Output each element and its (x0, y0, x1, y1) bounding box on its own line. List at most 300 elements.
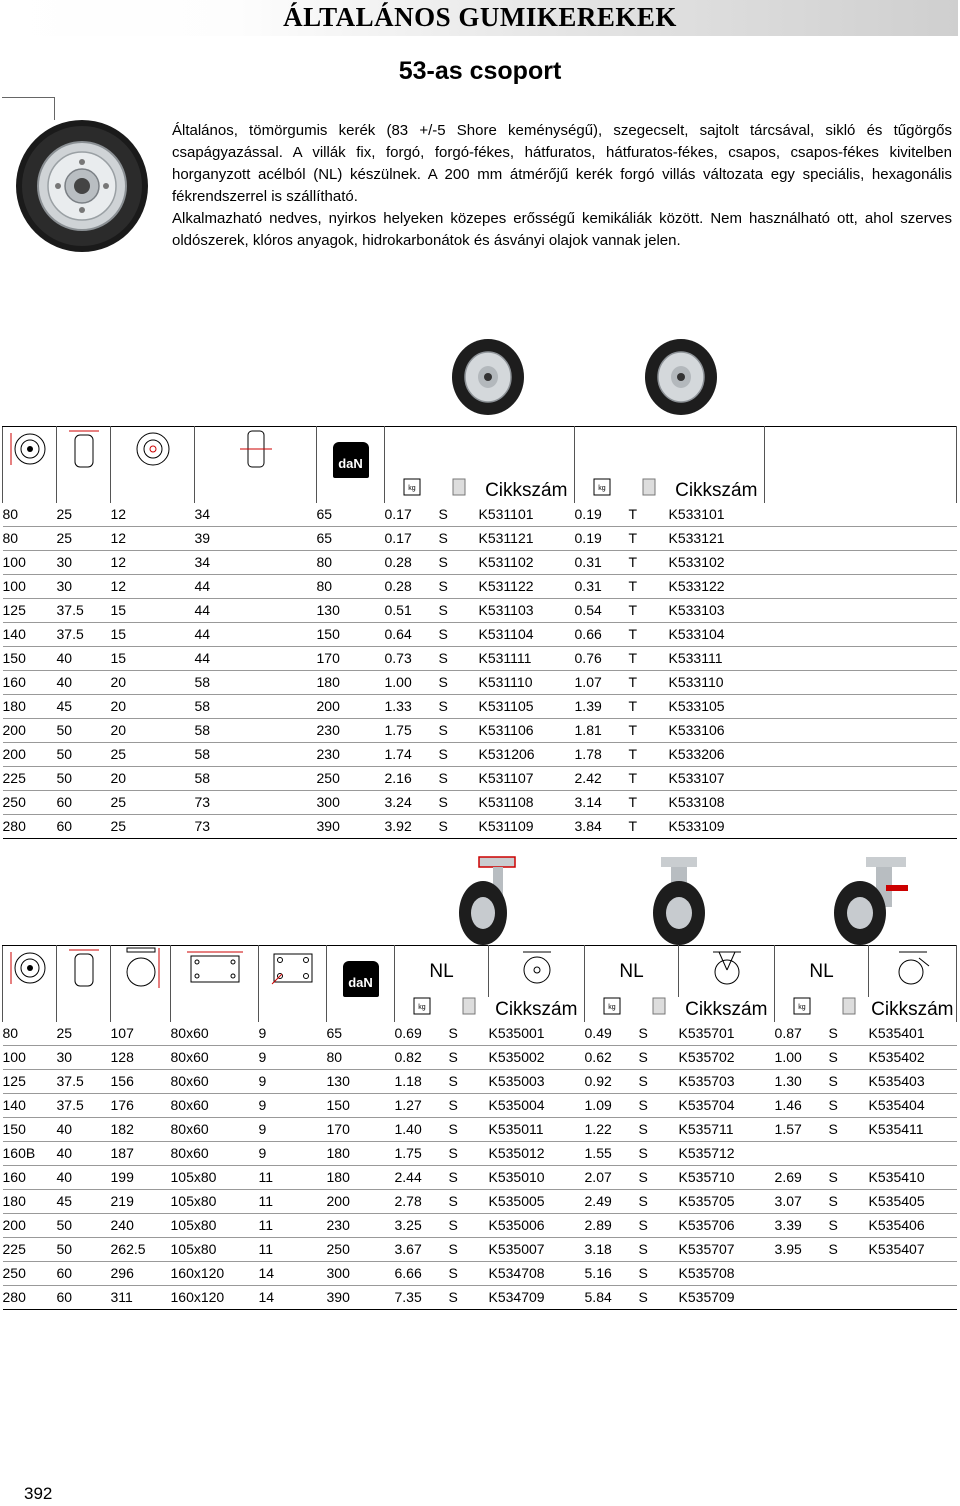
table-cell: 1.74 (384, 746, 412, 762)
table-cell: 107 (110, 1025, 134, 1041)
table-row (3, 1262, 957, 1286)
table-cell: 65 (326, 1025, 343, 1041)
table-row (3, 767, 957, 791)
table-cell: 1.46 (774, 1097, 802, 1113)
table-cell: 39 (194, 530, 211, 546)
table-row (3, 1022, 957, 1046)
table-cell: K533108 (668, 794, 725, 810)
table-cell: S (438, 530, 448, 546)
table-cell: 80 (2, 1025, 19, 1041)
table-cell: 2.69 (774, 1169, 802, 1185)
table-cell: 11 (258, 1193, 274, 1209)
group-title: 53-as csoport (398, 57, 562, 85)
table-cell: 150 (326, 1097, 350, 1113)
table-cell: 25 (56, 530, 73, 546)
table-cell: K534708 (488, 1265, 545, 1281)
svg-text:kg: kg (408, 485, 416, 492)
load-weight-icon (317, 427, 385, 479)
table-cell: 44 (194, 650, 211, 666)
table-cell: 3.95 (774, 1241, 802, 1257)
table-cell: 44 (194, 626, 211, 642)
table-cell: S (828, 1193, 838, 1209)
table-cell: T (628, 818, 638, 834)
table-cell: S (448, 1097, 458, 1113)
table-cell: 225 (2, 1241, 26, 1257)
table-cell: K531111 (478, 650, 532, 666)
table-cell: 15 (110, 602, 127, 618)
table-cell: S (438, 674, 448, 690)
table-cell: 50 (56, 1217, 73, 1233)
table-cell: S (438, 626, 448, 642)
table-cell: K535710 (678, 1169, 735, 1185)
caster-fixed-image (455, 855, 527, 947)
table-cell: K531102 (478, 554, 534, 570)
table-cell: 1.75 (394, 1145, 422, 1161)
table-cell: 105x80 (170, 1217, 217, 1233)
table-cell: 100 (2, 554, 26, 570)
table-cell: S (448, 1169, 458, 1185)
nl-label-swivel: NL (585, 946, 679, 998)
table-cell: 80x60 (170, 1025, 209, 1041)
table-cell: 20 (110, 674, 127, 690)
table-cell: 0.66 (574, 626, 602, 642)
page-title: ÁLTALÁNOS GUMIKEREKEK (283, 2, 677, 32)
table-row (3, 719, 957, 743)
caster-brake-image (830, 855, 914, 947)
table-cell: 180 (326, 1145, 350, 1161)
table-cell: K533101 (668, 506, 725, 522)
tread-icon (639, 997, 679, 1022)
table-cell: 1.40 (394, 1121, 422, 1137)
table-cell: K535411 (868, 1121, 924, 1137)
table-cell: 15 (110, 650, 127, 666)
table-cell (869, 1142, 957, 1166)
table-cell: 1.27 (394, 1097, 422, 1113)
table-cell: 34 (194, 506, 211, 522)
table-cell: 80 (2, 506, 19, 522)
load-unit-label: daN (333, 442, 369, 478)
table-cell: K535708 (678, 1265, 735, 1281)
table-cell: T (628, 554, 638, 570)
table-cell: 12 (110, 578, 127, 594)
table-row (3, 1094, 957, 1118)
table-cell: 0.87 (774, 1025, 802, 1041)
table-cell: S (438, 746, 448, 762)
diameter-icon (3, 427, 57, 479)
table-cell: 60 (56, 818, 73, 834)
table-cell: 176 (110, 1097, 134, 1113)
svg-text:kg: kg (608, 1004, 616, 1011)
table-cell: 160x120 (170, 1289, 225, 1305)
table-cell: 5.16 (584, 1265, 612, 1281)
table-row (3, 1118, 957, 1142)
table-cell: K533106 (668, 722, 725, 738)
table-cell: 187 (110, 1145, 134, 1161)
table-cell: 240 (110, 1217, 134, 1233)
table-cell: 150 (2, 650, 26, 666)
table-cell: K535011 (488, 1121, 544, 1137)
table-cell: K535405 (868, 1193, 925, 1209)
table-row (3, 695, 957, 719)
tread-icon (629, 478, 669, 503)
table-cell: 1.22 (584, 1121, 612, 1137)
table-row (3, 1166, 957, 1190)
table-cell: S (638, 1049, 648, 1065)
table-cell: S (828, 1025, 838, 1041)
table-cell: 37.5 (56, 602, 84, 618)
table-cell: 0.19 (574, 530, 602, 546)
table-cell: 182 (110, 1121, 134, 1137)
table-cell: 1.30 (774, 1073, 802, 1089)
table-cell: 1.81 (574, 722, 602, 738)
table-cell: 40 (56, 1121, 73, 1137)
table-cell: 1.07 (574, 674, 602, 690)
table-cell: 100 (2, 578, 26, 594)
table-cell: 1.57 (774, 1121, 802, 1137)
table-row (3, 815, 957, 839)
table-cell: 105x80 (170, 1193, 217, 1209)
table-cell: S (448, 1121, 458, 1137)
table-cell: T (628, 578, 638, 594)
table-cell: 3.39 (774, 1217, 802, 1233)
table-cell: 20 (110, 770, 127, 786)
weight-kg-icon (395, 997, 449, 1022)
table-cell: K533104 (668, 626, 725, 642)
nl-label-fixed: NL (395, 946, 489, 998)
table-cell: 3.07 (774, 1193, 802, 1209)
table-cell: 160 (2, 674, 26, 690)
weight-kg-icon (575, 478, 629, 503)
table-cell: 73 (194, 818, 211, 834)
table-cell: K533110 (668, 674, 724, 690)
table-cell: T (628, 626, 638, 642)
table-cell: 80 (2, 530, 19, 546)
table-cell: S (638, 1145, 648, 1161)
load-unit-label: daN (343, 961, 379, 997)
nl-label-brake: NL (775, 946, 869, 998)
table-cell: K533102 (668, 554, 725, 570)
fixed-caster-icon (489, 946, 585, 998)
table-cell: K533105 (668, 698, 725, 714)
table-cell: K531110 (478, 674, 533, 690)
table-cell: 170 (326, 1121, 350, 1137)
table-cell: S (448, 1025, 458, 1041)
code-header-fixed: Cikkszám (489, 997, 585, 1022)
table-cell (829, 1142, 869, 1166)
table-cell: 180 (2, 698, 26, 714)
table-cell: S (638, 1289, 648, 1305)
table-cell: T (628, 530, 638, 546)
table-cell: 0.17 (384, 530, 412, 546)
wheel-image-s (450, 338, 526, 416)
table-cell: K531101 (478, 506, 534, 522)
table-cell: 50 (56, 746, 73, 762)
table-cell: 0.31 (574, 554, 602, 570)
table-cell: 0.31 (574, 578, 602, 594)
table-cell: S (438, 794, 448, 810)
empty-cell (765, 503, 957, 527)
table-cell: 250 (2, 1265, 26, 1281)
code-header-s: Cikkszám (479, 478, 575, 503)
table-row (3, 1214, 957, 1238)
table-cell: 250 (316, 770, 340, 786)
table-cell: T (628, 674, 638, 690)
empty-cell (765, 695, 957, 719)
table-cell: T (628, 746, 638, 762)
table-cell: 200 (2, 746, 26, 762)
table-cell: 2.89 (584, 1217, 612, 1233)
table-cell: 12 (110, 554, 127, 570)
table-cell: 219 (110, 1193, 134, 1209)
table-cell: 60 (56, 1289, 73, 1305)
caster-table (2, 945, 957, 1310)
empty-cell (765, 599, 957, 623)
table-cell: 250 (326, 1241, 350, 1257)
table-cell: S (638, 1025, 648, 1041)
table-cell: 1.55 (584, 1145, 612, 1161)
table-cell: K535410 (868, 1169, 925, 1185)
table-cell: S (828, 1049, 838, 1065)
table-cell: 105x80 (170, 1241, 217, 1257)
table-cell: S (828, 1169, 838, 1185)
table-cell (829, 1286, 869, 1310)
table-cell: T (628, 602, 638, 618)
table-cell: 20 (110, 722, 127, 738)
table-cell: S (828, 1097, 838, 1113)
table-cell: 0.92 (584, 1073, 612, 1089)
table-cell: 80x60 (170, 1121, 209, 1137)
caster-swivel-image (643, 855, 715, 947)
table-cell: 58 (194, 698, 211, 714)
table-cell: 160B (2, 1145, 36, 1161)
table-cell: 25 (56, 506, 73, 522)
table-cell: T (628, 722, 638, 738)
table-cell: S (438, 602, 448, 618)
table-cell: 250 (2, 794, 26, 810)
empty-cell (765, 527, 957, 551)
table-cell: K535704 (678, 1097, 735, 1113)
table-cell: 199 (110, 1169, 134, 1185)
table-cell: T (628, 770, 638, 786)
weight-kg-icon (385, 478, 439, 503)
empty-cell (765, 815, 957, 839)
table-cell: S (638, 1193, 648, 1209)
table-cell: K533103 (668, 602, 725, 618)
table-cell: 140 (2, 626, 26, 642)
table-cell: 130 (326, 1073, 350, 1089)
table-cell: 390 (316, 818, 340, 834)
table-cell: 37.5 (56, 1073, 84, 1089)
intro-text (172, 120, 952, 252)
table-cell: K533206 (668, 746, 725, 762)
table-cell: 225 (2, 770, 26, 786)
weight-kg-icon (585, 997, 639, 1022)
table-row (3, 647, 957, 671)
code-header-brake: Cikkszám (869, 997, 957, 1022)
table-cell: 180 (316, 674, 340, 690)
table-cell: 2.16 (384, 770, 412, 786)
empty-cell (765, 791, 957, 815)
table-row (3, 671, 957, 695)
table-cell: 9 (258, 1121, 267, 1137)
table-cell: K534709 (488, 1289, 545, 1305)
table-cell: S (438, 698, 448, 714)
table-row (3, 1046, 957, 1070)
table-cell: K531103 (478, 602, 534, 618)
table-cell: K535702 (678, 1049, 735, 1065)
table-cell: 150 (2, 1121, 26, 1137)
table-cell: 60 (56, 794, 73, 810)
table-cell: 1.00 (774, 1049, 802, 1065)
table-cell: K535012 (488, 1145, 545, 1161)
empty-cell (765, 647, 957, 671)
table-cell: 9 (258, 1025, 267, 1041)
table-cell: 12 (110, 506, 127, 522)
table-cell: S (438, 650, 448, 666)
table-cell: K531106 (478, 722, 534, 738)
table-cell: 58 (194, 722, 211, 738)
table-row (3, 551, 957, 575)
table-cell: 3.24 (384, 794, 412, 810)
table-cell: 1.78 (574, 746, 602, 762)
table-cell: 1.75 (384, 722, 412, 738)
empty-cell (765, 623, 957, 647)
table-cell: 130 (316, 602, 340, 618)
table-cell: 58 (194, 746, 211, 762)
table-row (3, 623, 957, 647)
table-cell: 125 (2, 1073, 26, 1089)
table-cell: K535711 (678, 1121, 734, 1137)
table-cell: S (438, 722, 448, 738)
table-cell: 0.76 (574, 650, 602, 666)
table-row (3, 503, 957, 527)
table-cell: 100 (2, 1049, 26, 1065)
table-cell: K531105 (478, 698, 534, 714)
intro-paragraph-2: Alkalmazható nedves, nyirkos helyeken közepes erősségű kemikáliák között. Nem használható ott, ahol szerves oldószerek, klóros anyagok, hidrokarbonátok és ásványi olajok vannak jelen. (172, 210, 952, 249)
table-cell: K533107 (668, 770, 725, 786)
table-cell: 44 (194, 578, 211, 594)
tread-icon (829, 997, 869, 1022)
table-cell: S (638, 1265, 648, 1281)
table-cell: 30 (56, 554, 73, 570)
wheel-table (2, 426, 957, 839)
load-weight-icon (327, 946, 395, 998)
table1-header-icons (3, 427, 957, 479)
table-cell: 160x120 (170, 1265, 225, 1281)
table-cell: 1.00 (384, 674, 412, 690)
table-cell: 280 (2, 1289, 26, 1305)
table-cell: 230 (326, 1217, 350, 1233)
table-cell (869, 1286, 957, 1310)
table-cell: T (628, 698, 638, 714)
brake-caster-icon (869, 946, 957, 998)
table-row (3, 791, 957, 815)
table-row (3, 1238, 957, 1262)
table-cell: S (828, 1121, 838, 1137)
table2-header-labels (3, 997, 957, 1022)
table-cell: K531109 (478, 818, 534, 834)
table-cell: 9 (258, 1073, 267, 1089)
empty-cell (765, 767, 957, 791)
table-cell: T (628, 506, 638, 522)
table-cell: K535005 (488, 1193, 545, 1209)
page-number: 392 (24, 1484, 53, 1503)
table-row (3, 599, 957, 623)
table-cell: S (638, 1169, 648, 1185)
table-cell: 300 (326, 1265, 350, 1281)
svg-text:kg: kg (798, 1004, 806, 1011)
table-cell: 65 (316, 530, 333, 546)
table-cell: 9 (258, 1145, 267, 1161)
table-cell: 1.09 (584, 1097, 612, 1113)
table-cell: K535707 (678, 1241, 735, 1257)
table-cell: 7.35 (394, 1289, 422, 1305)
table-row (3, 575, 957, 599)
table-cell: 156 (110, 1073, 134, 1089)
table-cell: K533109 (668, 818, 725, 834)
table-cell: 9 (258, 1049, 267, 1065)
table-cell: 25 (56, 1025, 73, 1041)
intro-paragraph-1: Általános, tömörgumis kerék (83 +/-5 Shore keménységű), szegecselt, sajtolt tárcsával, sikló és tűgörgős csapágyazással. A villák fix, forgó, forgó-fékes, hátfuratos, hátfuratos-fékes, csapos, csapos-fékes kivitelben horganyzott acélból (NL) készülnek. A 200 mm átmérőjű kerék forgó villás változata egy speciális, hexagonális fékrendszerrel is szállítható. (172, 122, 952, 205)
table-cell: 12 (110, 530, 127, 546)
table-cell: T (628, 794, 638, 810)
table-cell: K535402 (868, 1049, 925, 1065)
table-cell: K535709 (678, 1289, 735, 1305)
wheel-image-t (643, 338, 719, 416)
table-cell: K535703 (678, 1073, 735, 1089)
table-cell: 6.66 (394, 1265, 422, 1281)
plate-size-icon (171, 946, 259, 998)
table-cell: S (638, 1121, 648, 1137)
table-cell: 0.73 (384, 650, 412, 666)
empty-cell (765, 671, 957, 695)
table2-header-icons (3, 946, 957, 998)
table-row (3, 743, 957, 767)
table-cell: S (448, 1217, 458, 1233)
table-cell: 2.49 (584, 1193, 612, 1209)
weight-kg-icon (775, 997, 829, 1022)
table-cell: 5.84 (584, 1289, 612, 1305)
table-cell: 25 (110, 746, 127, 762)
table-cell: S (438, 554, 448, 570)
table-cell: 128 (110, 1049, 134, 1065)
table-cell: 200 (2, 1217, 26, 1233)
table-cell: 45 (56, 1193, 73, 1209)
table-cell: 0.19 (574, 506, 602, 522)
table-cell: 73 (194, 794, 211, 810)
table-cell: 80x60 (170, 1097, 209, 1113)
table-cell: 34 (194, 554, 211, 570)
empty-cell (765, 551, 957, 575)
bore-icon (111, 427, 195, 479)
table-cell: 80x60 (170, 1049, 209, 1065)
table-cell: 0.49 (584, 1025, 612, 1041)
table-cell: S (638, 1217, 648, 1233)
table-cell: 1.39 (574, 698, 602, 714)
table-cell: S (448, 1193, 458, 1209)
table-cell: 230 (316, 746, 340, 762)
code-header-t: Cikkszám (669, 478, 765, 503)
table-cell: 58 (194, 770, 211, 786)
table-cell: S (448, 1145, 458, 1161)
table-cell: 25 (110, 818, 127, 834)
table-cell: S (448, 1049, 458, 1065)
table-cell: 200 (326, 1193, 350, 1209)
table-cell: 3.84 (574, 818, 602, 834)
table-cell: S (448, 1289, 458, 1305)
table-cell: S (438, 578, 448, 594)
empty-cell (765, 743, 957, 767)
